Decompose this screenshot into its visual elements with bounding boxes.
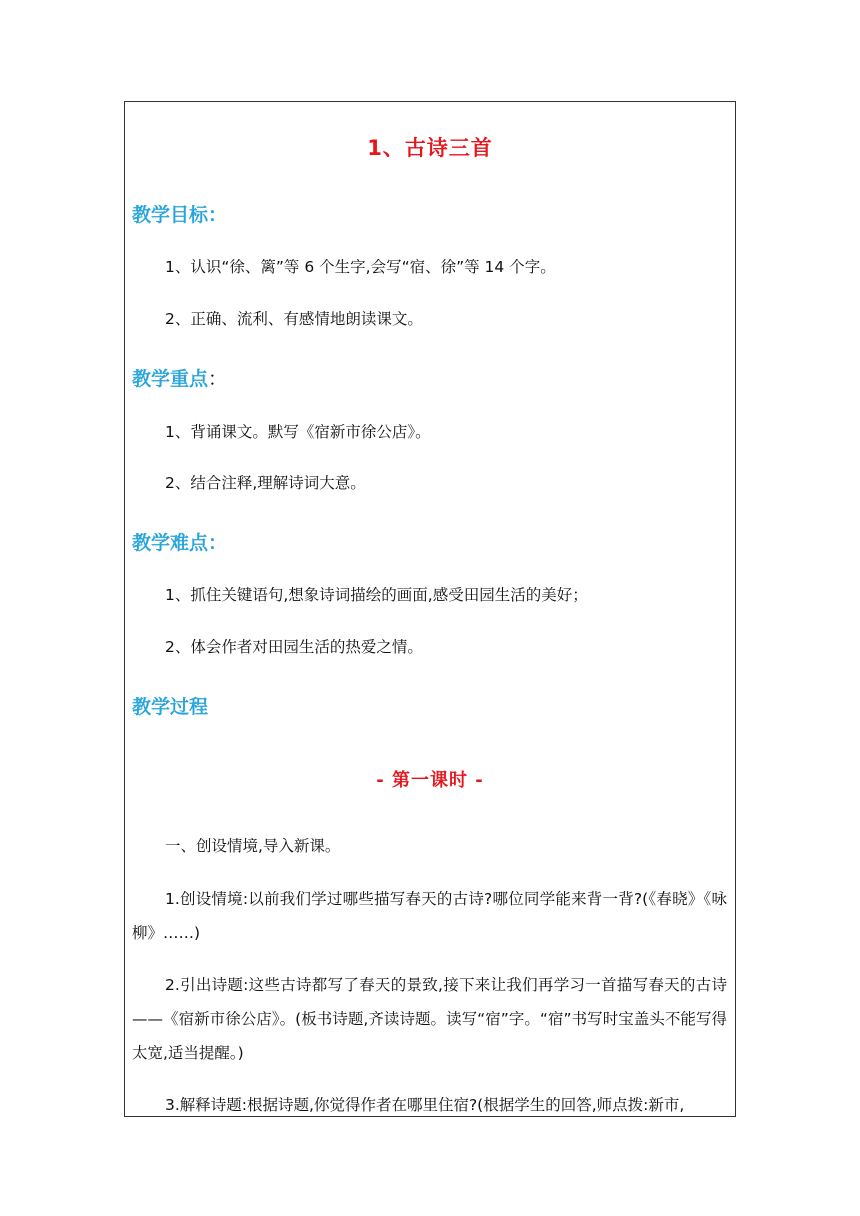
process-heading: 教学过程	[132, 696, 209, 718]
objective-item-1: 1、认识“徐、篱”等 6 个生字,会写“宿、徐”等 14 个字。	[165, 258, 556, 276]
objective-item-2: 2、正确、流利、有感情地朗读课文。	[165, 310, 423, 328]
document-title: 1、古诗三首	[367, 136, 493, 160]
difficulty-item-1: 1、抓住关键语句,想象诗词描绘的画面,感受田园生活的美好；	[165, 586, 588, 604]
difficulty-item-2: 2、体会作者对田园生活的热爱之情。	[165, 638, 423, 656]
process-step-1: 1.创设情境:以前我们学过哪些描写春天的古诗?哪位同学能来背一背?(《春晓》《咏柳》……)	[132, 890, 727, 942]
process-step-2: 2.引出诗题:这些古诗都写了春天的景致,接下来让我们再学习一首描写春天的古诗——《宿新市徐公店》。(板书诗题,齐读诗题。读写“宿”字。“宿”书写时宝盖头不能写得太宽,适当提醒。)	[132, 976, 727, 1062]
key-point-item-1: 1、背诵课文。默写《宿新市徐公店》。	[165, 423, 431, 441]
process-step-3: 3.解释诗题:根据诗题,你觉得作者在哪里住宿?(根据学生的回答,师点拨:新市,	[165, 1096, 685, 1114]
difficulties-heading: 教学难点：	[132, 532, 228, 554]
lesson-title: - 第一课时 -	[376, 770, 484, 791]
key-points-heading-text: 教学重点	[132, 368, 209, 390]
objectives-heading: 教学目标：	[132, 204, 228, 226]
key-points-heading-colon: ：	[208, 368, 228, 390]
key-point-item-2: 2、结合注释,理解诗词大意。	[165, 474, 366, 492]
document-page	[124, 101, 736, 1117]
key-points-heading	[132, 364, 227, 391]
section-one-heading: 一、创设情境,导入新课。	[165, 837, 341, 855]
